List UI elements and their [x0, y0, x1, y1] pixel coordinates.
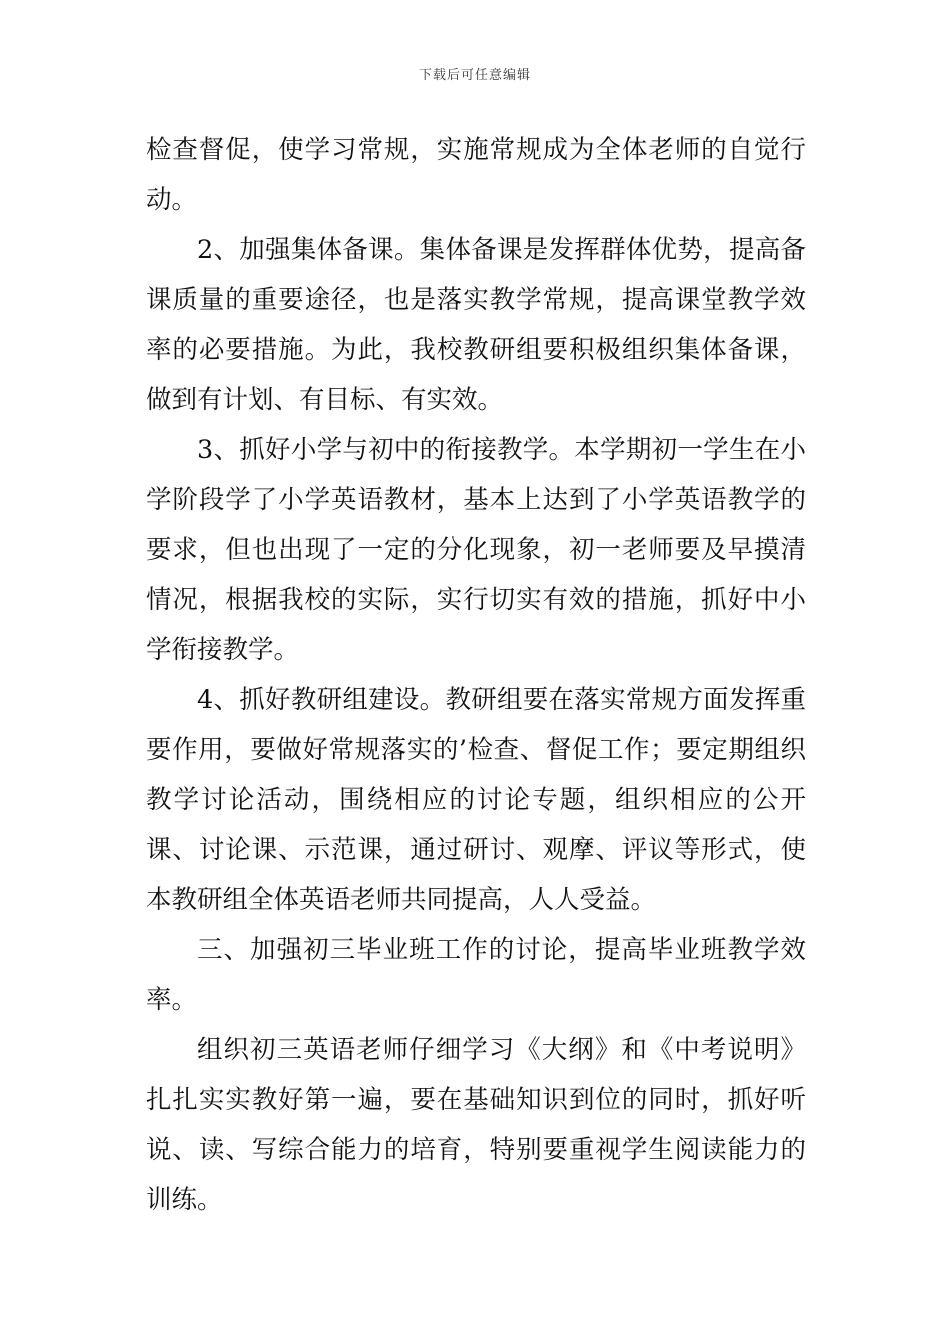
paragraph-section-three-heading: 三、加强初三毕业班工作的讨论，提高毕业班教学效率。 [146, 935, 806, 1015]
paragraph-grade-nine-teachers: 组织初三英语老师仔细学习《大纲》和《中考说明》扎扎实实教好第一遍，要在基础知识到位的同时，抓好听说、读、写综合能力的培育，特别要重视学生阅读能力的训练。 [146, 1035, 806, 1215]
paragraph-collective-lesson-prep: 2、加强集体备课。集体备课是发挥群体优势，提高备课质量的重要途径，也是落实教学常规，提高课堂教学效率的必要措施。为此，我校教研组要积极组织集体备课，做到有计划、有目标、有实效。 [146, 235, 806, 415]
page-header-note: 下载后可任意编辑 [418, 68, 531, 83]
paragraph-continuation: 检查督促，使学习常规，实施常规成为全体老师的自觉行动。 [146, 135, 806, 215]
paragraph-primary-middle-transition: 3、抓好小学与初中的衔接教学。本学期初一学生在小学阶段学了小学英语教材，基本上达到了小学英语教学的要求，但也出现了一定的分化现象，初一老师要及早摸清情况，根据我校的实际，实行切实有效的措施，抓好中小学衔接教学。 [146, 435, 806, 665]
paragraph-teaching-group-building: 4、抓好教研组建设。教研组要在落实常规方面发挥重要作用，要做好常规落实的’检查、督促工作；要定期组织教学讨论活动，围绕相应的讨论专题，组织相应的公开课、讨论课、示范课，通过研讨、观摩、评议等形式，使本教研组全体英语老师共同提高，人人受益。 [146, 685, 806, 915]
document-body [146, 125, 806, 1225]
